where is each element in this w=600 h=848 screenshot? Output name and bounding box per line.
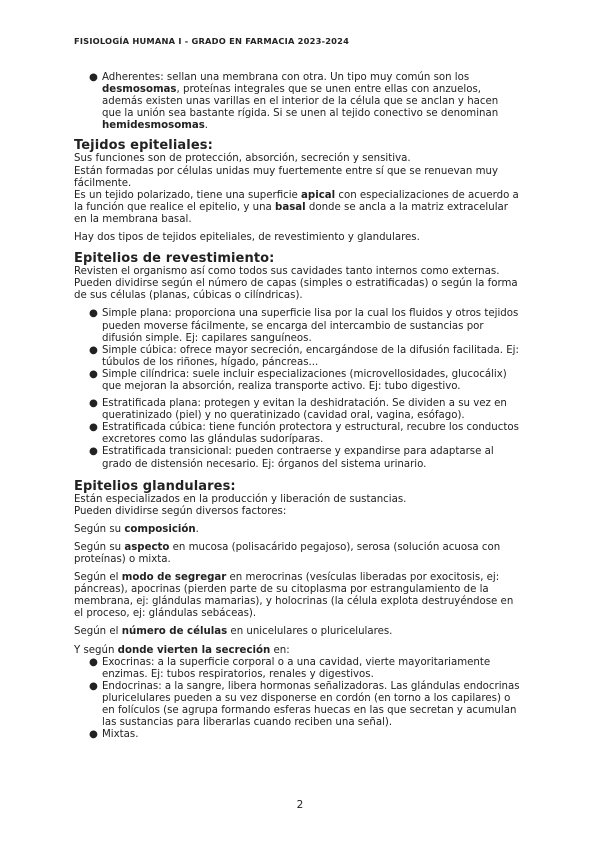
list-item: ● Estratificada plana: protegen y evitan la deshidratación. Se dividen a su vez en queratinizado (piel) y no queratinizado (cavidad oral, vagina, esófago). bbox=[89, 398, 507, 422]
glandulares-list bbox=[74, 657, 520, 742]
paragraph: Pueden dividirse según diversos factores: bbox=[74, 505, 287, 517]
bullet-icon: ● bbox=[89, 729, 98, 741]
bullet-icon: ● bbox=[89, 72, 98, 83]
section-title-epiteliales: Tejidos epiteliales: bbox=[74, 138, 213, 154]
intro-list bbox=[74, 72, 520, 132]
list-item: ● Exocrinas: a la superficie corporal o a una cavidad, vierte mayoritariamente enzimas. Ej: tubos respiratorios, renales y digestivos. bbox=[89, 656, 491, 680]
bullet-icon: ● bbox=[89, 446, 98, 458]
section-title-revestimiento: Epitelios de revestimiento: bbox=[74, 251, 275, 267]
list-item: ● Adherentes: sellan una membrana con otra. Un tipo muy común son los desmosomas, proteínas integrales que se unen entre ellas con anzuelos, además existen unas varillas en el interior de la célula que se anclan y hacen que la unión sea bastante rígida. Si se unen al tejido conectivo se denominan hemidesmosomas. bbox=[89, 72, 499, 132]
list-item: ● Simple cúbica: ofrece mayor secreción, encargándose de la difusión facilitada. Ej: túbulos de los riñones, hígado, páncreas... bbox=[89, 344, 519, 368]
page-number: 2 bbox=[296, 799, 304, 811]
list-item: ● Endocrinas: a la sangre, libera hormonas señalizadoras. Las glándulas endocrinas pluricelulares pueden a su vez disponerse en cordón (en torno a los capilares) o en folículos (se agrupa formando esferas huecas en las que secretan y acumulan las sustancias para liberarlas cuando reciben una señal). bbox=[89, 680, 520, 729]
list-item: ● Estratificada cúbica: tiene función protectora y estructural, recubre los conductos excretores como las glándulas sudoríparas. bbox=[89, 422, 519, 446]
bullet-icon: ● bbox=[89, 308, 98, 320]
paragraph: Según el modo de segregar en merocrinas (vesículas liberadas por exocitosis, ej: páncreas), apocrinas (pierden parte de su citoplasma por estrangulamiento de la membrana, ej: glándulas mamarias), y holocrinas (la célula explota destruyéndose en el proceso, ej: glándulas sebáceas). bbox=[74, 572, 514, 620]
paragraph: Según su composición. bbox=[74, 523, 199, 535]
bullet-icon: ● bbox=[89, 368, 98, 380]
paragraph: Y según donde vierten la secreción en: bbox=[74, 644, 290, 656]
revestimiento-list bbox=[74, 308, 520, 470]
list-item: ● Simple cilíndrica: suele incluir especializaciones (microvellosidades, glucocálix) que mejoran la absorción, realiza transporte activo. Ej: tubo digestivo. bbox=[89, 368, 507, 392]
paragraph: Es un tejido polarizado, tiene una superficie apical con especializaciones de acuerdo a la función que realice el epitelio, y una basal donde se ancla a la matriz extracelular en la membrana basal. bbox=[74, 189, 519, 225]
paragraph: Revisten el organismo así como todos sus cavidades tanto internos como externas. Pueden dividirse según el número de capas (simples o estratificadas) o según la forma de sus células (planas, cúbicas o cilíndricas). bbox=[74, 266, 518, 302]
paragraph: Hay dos tipos de tejidos epiteliales, de revestimiento y glandulares. bbox=[74, 232, 420, 244]
bullet-icon: ● bbox=[89, 398, 98, 410]
bullet-icon: ● bbox=[89, 422, 98, 434]
paragraph: Están especializados en la producción y liberación de sustancias. bbox=[74, 493, 407, 505]
bullet-icon: ● bbox=[89, 680, 98, 692]
bullet-icon: ● bbox=[89, 656, 98, 668]
page-content bbox=[74, 72, 520, 741]
list-item: ● Estratificada transicional: pueden contraerse y expandirse para adaptarse al grado de distensión necesario. Ej: órganos del sistema urinario. bbox=[89, 446, 494, 470]
section-title-glandulares: Epitelios glandulares: bbox=[74, 478, 236, 494]
paragraph: Según su aspecto en mucosa (polisacárido pegajoso), serosa (solución acuosa con proteínas) o mixta. bbox=[74, 541, 501, 565]
page-header: FISIOLOGÍA HUMANA I - GRADO EN FARMACIA 2023-2024 bbox=[74, 36, 350, 46]
paragraph: Están formadas por células unidas muy fuertemente entre sí que se renuevan muy fácilmente. bbox=[74, 165, 498, 189]
paragraph: Según el número de células en unicelulares o pluricelulares. bbox=[74, 626, 393, 638]
list-item: ● Simple plana: proporciona una superficie lisa por la cual los fluidos y otros tejidos pueden moverse fácilmente, se encarga del intercambio de sustancias por difusión simple. Ej: capilares sanguíneos. bbox=[89, 308, 519, 344]
paragraph: Sus funciones son de protección, absorción, secreción y sensitiva. bbox=[74, 153, 411, 165]
list-item: ● Mixtas. bbox=[89, 729, 139, 741]
bullet-icon: ● bbox=[89, 344, 98, 356]
